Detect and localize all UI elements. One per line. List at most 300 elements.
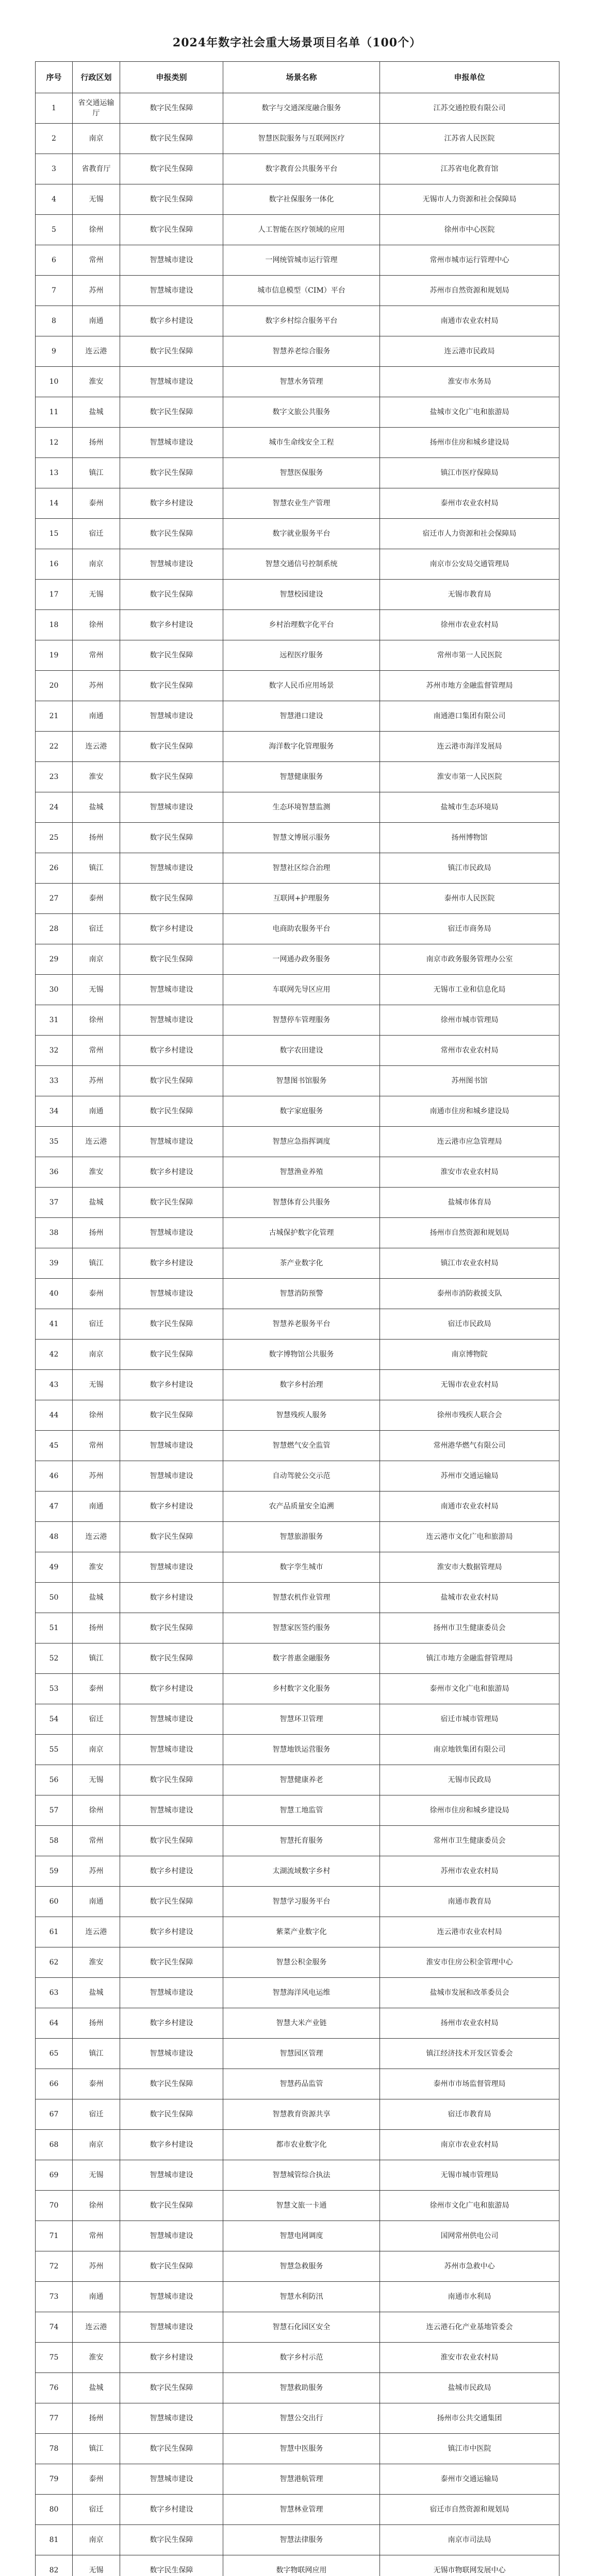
cell-org: 宿迁市民政局: [380, 1309, 559, 1340]
cell-type: 数字民生保障: [120, 944, 223, 975]
cell-name: 智慧电网调度: [223, 2221, 380, 2251]
cell-name: 智慧体育公共服务: [223, 1188, 380, 1218]
cell-area: 盐城: [73, 397, 120, 428]
cell-name: 电商助农服务平台: [223, 914, 380, 944]
cell-area: 无锡: [73, 580, 120, 610]
cell-type: 数字民生保障: [120, 2373, 223, 2403]
cell-area: 南通: [73, 1492, 120, 1522]
cell-no: 57: [36, 1795, 73, 1826]
cell-no: 11: [36, 397, 73, 428]
cell-type: 智慧城市建设: [120, 1005, 223, 1036]
cell-type: 智慧城市建设: [120, 701, 223, 732]
cell-name: 智慧消防预警: [223, 1279, 380, 1309]
cell-org: 淮安市住房公积金管理中心: [380, 1947, 559, 1978]
cell-org: 南京市政务服务管理办公室: [380, 944, 559, 975]
cell-org: 苏州市农业农村局: [380, 1856, 559, 1887]
cell-name: 智慧燃气安全监管: [223, 1431, 380, 1461]
table-row: [36, 1218, 559, 1248]
cell-type: 数字民生保障: [120, 1826, 223, 1856]
table-row: [36, 1583, 559, 1613]
cell-area: 淮安: [73, 1157, 120, 1188]
cell-name: 生态环境智慧监测: [223, 792, 380, 823]
cell-org: 扬州市自然资源和规划局: [380, 1218, 559, 1248]
cell-type: 数字民生保障: [120, 2251, 223, 2282]
table-row: [36, 2525, 559, 2555]
cell-org: 江苏交通控股有限公司: [380, 93, 559, 124]
cell-org: 苏州市地方金融监督管理局: [380, 671, 559, 701]
cell-name: 智慧城管综合执法: [223, 2160, 380, 2191]
cell-type: 数字乡村建设: [120, 1674, 223, 1704]
cell-no: 26: [36, 853, 73, 884]
cell-org: 无锡市物联网发展中心: [380, 2555, 559, 2576]
cell-org: 镇江市医疗保障局: [380, 458, 559, 488]
cell-org: 苏州市自然资源和规划局: [380, 276, 559, 306]
cell-type: 智慧城市建设: [120, 2221, 223, 2251]
cell-type: 数字乡村建设: [120, 1856, 223, 1887]
cell-area: 南通: [73, 306, 120, 336]
cell-org: 苏州市交通运输局: [380, 1461, 559, 1492]
table-row: [36, 2403, 559, 2434]
cell-name: 智慧中医服务: [223, 2434, 380, 2464]
cell-type: 数字乡村建设: [120, 2495, 223, 2525]
cell-org: 江苏省电化教育馆: [380, 154, 559, 184]
cell-org: 南通市住房和城乡建设局: [380, 1096, 559, 1127]
table-row: [36, 944, 559, 975]
cell-org: 盐城市体育局: [380, 1188, 559, 1218]
cell-area: 南通: [73, 701, 120, 732]
project-table: [35, 61, 559, 2576]
cell-no: 80: [36, 2495, 73, 2525]
cell-name: 智慧大米产业链: [223, 2008, 380, 2039]
cell-type: 智慧城市建设: [120, 975, 223, 1005]
cell-name: 智慧法律服务: [223, 2525, 380, 2555]
cell-name: 数字人民币应用场景: [223, 671, 380, 701]
table-row: [36, 1309, 559, 1340]
cell-area: 无锡: [73, 184, 120, 215]
cell-area: 淮安: [73, 1552, 120, 1583]
cell-type: 智慧城市建设: [120, 1431, 223, 1461]
cell-type: 数字民生保障: [120, 1066, 223, 1096]
cell-name: 智慧医院服务与互联网医疗: [223, 124, 380, 154]
cell-type: 数字乡村建设: [120, 1157, 223, 1188]
table-row: [36, 1978, 559, 2008]
cell-org: 连云港市农业农村局: [380, 1917, 559, 1947]
cell-type: 数字民生保障: [120, 2525, 223, 2555]
cell-no: 82: [36, 2555, 73, 2576]
cell-type: 智慧城市建设: [120, 1735, 223, 1765]
cell-type: 数字民生保障: [120, 732, 223, 762]
cell-no: 67: [36, 2099, 73, 2130]
cell-org: 扬州市住房和城乡建设局: [380, 428, 559, 458]
header-type: 申报类别: [120, 62, 223, 93]
cell-type: 智慧城市建设: [120, 792, 223, 823]
cell-no: 41: [36, 1309, 73, 1340]
cell-no: 14: [36, 488, 73, 519]
cell-area: 扬州: [73, 2008, 120, 2039]
cell-name: 数字就业服务平台: [223, 519, 380, 549]
cell-no: 32: [36, 1036, 73, 1066]
table-row: [36, 2373, 559, 2403]
cell-name: 智慧校园建设: [223, 580, 380, 610]
cell-name: 智慧农机作业管理: [223, 1583, 380, 1613]
cell-area: 连云港: [73, 1522, 120, 1552]
cell-no: 17: [36, 580, 73, 610]
cell-area: 宿迁: [73, 2495, 120, 2525]
cell-no: 78: [36, 2434, 73, 2464]
cell-org: 南京博物院: [380, 1340, 559, 1370]
cell-type: 智慧城市建设: [120, 245, 223, 276]
cell-no: 15: [36, 519, 73, 549]
cell-type: 数字民生保障: [120, 519, 223, 549]
cell-area: 南京: [73, 1340, 120, 1370]
cell-no: 42: [36, 1340, 73, 1370]
cell-no: 24: [36, 792, 73, 823]
cell-area: 苏州: [73, 671, 120, 701]
cell-no: 75: [36, 2343, 73, 2373]
table-row: [36, 124, 559, 154]
cell-org: 淮安市农业农村局: [380, 2343, 559, 2373]
cell-area: 盐城: [73, 1583, 120, 1613]
table-row: [36, 701, 559, 732]
cell-name: 乡村治理数字化平台: [223, 610, 380, 640]
cell-no: 74: [36, 2312, 73, 2343]
cell-name: 智慧地铁运营服务: [223, 1735, 380, 1765]
header-row: [36, 62, 559, 93]
cell-area: 宿迁: [73, 1704, 120, 1735]
cell-no: 28: [36, 914, 73, 944]
cell-org: 淮安市大数据管理局: [380, 1552, 559, 1583]
cell-org: 盐城市发展和改革委员会: [380, 1978, 559, 2008]
document-title: 2024年数字社会重大场景项目名单（100个）: [172, 36, 422, 49]
cell-area: 苏州: [73, 1066, 120, 1096]
cell-name: 数字博物馆公共服务: [223, 1340, 380, 1370]
cell-name: 智慧托育服务: [223, 1826, 380, 1856]
cell-no: 13: [36, 458, 73, 488]
cell-name: 智慧环卫管理: [223, 1704, 380, 1735]
cell-org: 镇江市中医院: [380, 2434, 559, 2464]
cell-name: 智慧水利防汛: [223, 2282, 380, 2312]
cell-org: 南京地铁集团有限公司: [380, 1735, 559, 1765]
cell-org: 镇江市地方金融监督管理局: [380, 1643, 559, 1674]
cell-type: 智慧城市建设: [120, 1978, 223, 2008]
cell-no: 56: [36, 1765, 73, 1795]
table-row: [36, 397, 559, 428]
cell-type: 数字民生保障: [120, 1096, 223, 1127]
cell-org: 宿迁市人力资源和社会保障局: [380, 519, 559, 549]
cell-no: 49: [36, 1552, 73, 1583]
cell-org: 徐州市农业农村局: [380, 610, 559, 640]
cell-name: 智慧水务管理: [223, 367, 380, 397]
cell-name: 智慧学习服务平台: [223, 1887, 380, 1917]
cell-org: 南通市农业农村局: [380, 1492, 559, 1522]
header-no: 序号: [36, 62, 73, 93]
table-row: [36, 367, 559, 397]
cell-area: 盐城: [73, 1188, 120, 1218]
cell-area: 连云港: [73, 732, 120, 762]
cell-name: 数字文旅公共服务: [223, 397, 380, 428]
table-row: [36, 1127, 559, 1157]
cell-type: 数字民生保障: [120, 184, 223, 215]
cell-no: 34: [36, 1096, 73, 1127]
cell-no: 63: [36, 1978, 73, 2008]
cell-no: 50: [36, 1583, 73, 1613]
cell-name: 智慧林业管理: [223, 2495, 380, 2525]
cell-area: 淮安: [73, 2343, 120, 2373]
cell-area: 淮安: [73, 1947, 120, 1978]
table-row: [36, 184, 559, 215]
cell-area: 连云港: [73, 1127, 120, 1157]
cell-org: 南京市司法局: [380, 2525, 559, 2555]
cell-area: 省交通运输厅: [73, 93, 120, 124]
cell-name: 智慧石化园区安全: [223, 2312, 380, 2343]
cell-no: 5: [36, 215, 73, 245]
cell-type: 数字民生保障: [120, 2191, 223, 2221]
cell-no: 40: [36, 1279, 73, 1309]
cell-area: 常州: [73, 1431, 120, 1461]
cell-name: 智慧药品监管: [223, 2069, 380, 2099]
cell-area: 宿迁: [73, 519, 120, 549]
cell-name: 茶产业数字化: [223, 1248, 380, 1279]
cell-type: 数字民生保障: [120, 1947, 223, 1978]
cell-name: 智慧港航管理: [223, 2464, 380, 2495]
cell-no: 33: [36, 1066, 73, 1096]
cell-area: 泰州: [73, 1279, 120, 1309]
table-row: [36, 2160, 559, 2191]
cell-name: 数字农田建设: [223, 1036, 380, 1066]
cell-no: 25: [36, 823, 73, 853]
cell-name: 智慧养老服务平台: [223, 1309, 380, 1340]
table-row: [36, 2434, 559, 2464]
table-row: [36, 488, 559, 519]
cell-name: 智慧医保服务: [223, 458, 380, 488]
cell-no: 31: [36, 1005, 73, 1036]
cell-type: 智慧城市建设: [120, 1795, 223, 1826]
table-row: [36, 428, 559, 458]
cell-org: 宿迁市商务局: [380, 914, 559, 944]
cell-type: 数字乡村建设: [120, 2008, 223, 2039]
cell-type: 数字民生保障: [120, 1309, 223, 1340]
cell-type: 数字民生保障: [120, 2099, 223, 2130]
cell-org: 国网常州供电公司: [380, 2221, 559, 2251]
cell-org: 南通港口集团有限公司: [380, 701, 559, 732]
cell-org: 无锡市农业农村局: [380, 1370, 559, 1400]
cell-area: 镇江: [73, 2434, 120, 2464]
cell-no: 52: [36, 1643, 73, 1674]
cell-org: 江苏省人民医院: [380, 124, 559, 154]
cell-area: 南京: [73, 2130, 120, 2160]
table-row: [36, 1795, 559, 1826]
table-row: [36, 762, 559, 792]
cell-no: 18: [36, 610, 73, 640]
cell-type: 数字乡村建设: [120, 1492, 223, 1522]
cell-type: 数字民生保障: [120, 2069, 223, 2099]
cell-org: 盐城市文化广电和旅游局: [380, 397, 559, 428]
table-row: [36, 1005, 559, 1036]
table-row: [36, 640, 559, 671]
cell-type: 数字民生保障: [120, 580, 223, 610]
cell-org: 泰州市市场监督管理局: [380, 2069, 559, 2099]
cell-name: 智慧救助服务: [223, 2373, 380, 2403]
table-row: [36, 975, 559, 1005]
table-row: [36, 1917, 559, 1947]
cell-area: 常州: [73, 2221, 120, 2251]
cell-area: 连云港: [73, 1917, 120, 1947]
cell-type: 数字民生保障: [120, 397, 223, 428]
table-row: [36, 610, 559, 640]
cell-type: 智慧城市建设: [120, 549, 223, 580]
cell-no: 65: [36, 2039, 73, 2069]
table-row: [36, 1522, 559, 1552]
cell-name: 智慧应急指挥调度: [223, 1127, 380, 1157]
cell-type: 智慧城市建设: [120, 2039, 223, 2069]
cell-no: 72: [36, 2251, 73, 2282]
table-row: [36, 1279, 559, 1309]
cell-org: 苏州市急救中心: [380, 2251, 559, 2282]
cell-org: 常州市卫生健康委员会: [380, 1826, 559, 1856]
table-row: [36, 2221, 559, 2251]
table-row: [36, 2555, 559, 2576]
cell-org: 南京市农业农村局: [380, 2130, 559, 2160]
cell-org: 扬州市卫生健康委员会: [380, 1613, 559, 1643]
cell-type: 数字民生保障: [120, 1522, 223, 1552]
cell-type: 数字乡村建设: [120, 914, 223, 944]
cell-no: 29: [36, 944, 73, 975]
table-row: [36, 154, 559, 184]
cell-area: 泰州: [73, 884, 120, 914]
table-row: [36, 2069, 559, 2099]
cell-no: 53: [36, 1674, 73, 1704]
cell-no: 37: [36, 1188, 73, 1218]
cell-no: 12: [36, 428, 73, 458]
cell-type: 数字民生保障: [120, 458, 223, 488]
cell-no: 16: [36, 549, 73, 580]
cell-area: 徐州: [73, 215, 120, 245]
cell-area: 宿迁: [73, 914, 120, 944]
cell-org: 扬州市公共交通集团: [380, 2403, 559, 2434]
cell-name: 智慧文旅一卡通: [223, 2191, 380, 2221]
cell-no: 38: [36, 1218, 73, 1248]
cell-name: 数字乡村综合服务平台: [223, 306, 380, 336]
cell-org: 连云港市应急管理局: [380, 1127, 559, 1157]
cell-org: 淮安市水务局: [380, 367, 559, 397]
cell-type: 数字民生保障: [120, 2555, 223, 2576]
cell-type: 数字民生保障: [120, 671, 223, 701]
table-row: [36, 732, 559, 762]
cell-no: 1: [36, 93, 73, 124]
cell-type: 数字民生保障: [120, 1765, 223, 1795]
cell-area: 扬州: [73, 823, 120, 853]
cell-name: 数字教育公共服务平台: [223, 154, 380, 184]
cell-area: 盐城: [73, 1978, 120, 2008]
table-row: [36, 1765, 559, 1795]
cell-type: 数字乡村建设: [120, 1036, 223, 1066]
cell-no: 64: [36, 2008, 73, 2039]
cell-name: 智慧交通信号控制系统: [223, 549, 380, 580]
cell-area: 无锡: [73, 1765, 120, 1795]
cell-name: 都市农业数字化: [223, 2130, 380, 2160]
table-row: [36, 2191, 559, 2221]
cell-area: 苏州: [73, 276, 120, 306]
cell-type: 数字乡村建设: [120, 488, 223, 519]
cell-org: 扬州市农业农村局: [380, 2008, 559, 2039]
table-row: [36, 1613, 559, 1643]
cell-area: 淮安: [73, 367, 120, 397]
cell-org: 无锡市民政局: [380, 1765, 559, 1795]
cell-type: 数字民生保障: [120, 1188, 223, 1218]
cell-name: 车联网先导区应用: [223, 975, 380, 1005]
cell-type: 数字民生保障: [120, 1340, 223, 1370]
cell-area: 南通: [73, 1096, 120, 1127]
cell-name: 海洋数字化管理服务: [223, 732, 380, 762]
cell-type: 智慧城市建设: [120, 853, 223, 884]
cell-type: 数字民生保障: [120, 823, 223, 853]
cell-org: 常州港华燃气有限公司: [380, 1431, 559, 1461]
cell-area: 常州: [73, 1036, 120, 1066]
header-name: 场景名称: [223, 62, 380, 93]
table-row: [36, 1400, 559, 1431]
cell-name: 城市生命线安全工程: [223, 428, 380, 458]
table-row: [36, 93, 559, 124]
table-row: [36, 276, 559, 306]
cell-area: 盐城: [73, 2373, 120, 2403]
cell-name: 太湖流域数字乡村: [223, 1856, 380, 1887]
cell-org: 泰州市农业农村局: [380, 488, 559, 519]
cell-no: 73: [36, 2282, 73, 2312]
cell-no: 61: [36, 1917, 73, 1947]
cell-no: 20: [36, 671, 73, 701]
cell-org: 无锡市教育局: [380, 580, 559, 610]
cell-area: 南通: [73, 2282, 120, 2312]
table-row: [36, 1370, 559, 1400]
cell-no: 36: [36, 1157, 73, 1188]
cell-type: 数字民生保障: [120, 2434, 223, 2464]
cell-no: 69: [36, 2160, 73, 2191]
cell-area: 常州: [73, 640, 120, 671]
cell-org: 连云港市海洋发展局: [380, 732, 559, 762]
cell-type: 数字民生保障: [120, 1613, 223, 1643]
cell-name: 数字家庭服务: [223, 1096, 380, 1127]
table-header: [36, 62, 559, 93]
table-row: [36, 2099, 559, 2130]
table-row: [36, 2251, 559, 2282]
cell-name: 智慧图书馆服务: [223, 1066, 380, 1096]
cell-name: 智慧养老综合服务: [223, 336, 380, 367]
cell-type: 数字乡村建设: [120, 1370, 223, 1400]
cell-type: 数字民生保障: [120, 154, 223, 184]
cell-org: 常州市农业农村局: [380, 1036, 559, 1066]
cell-org: 宿迁市城市管理局: [380, 1704, 559, 1735]
cell-area: 省教育厅: [73, 154, 120, 184]
cell-area: 无锡: [73, 2160, 120, 2191]
cell-name: 古城保护数字化管理: [223, 1218, 380, 1248]
cell-no: 4: [36, 184, 73, 215]
cell-type: 数字乡村建设: [120, 610, 223, 640]
cell-name: 智慧渔业养殖: [223, 1157, 380, 1188]
cell-no: 30: [36, 975, 73, 1005]
cell-no: 79: [36, 2464, 73, 2495]
table-row: [36, 2130, 559, 2160]
cell-no: 68: [36, 2130, 73, 2160]
cell-type: 智慧城市建设: [120, 2403, 223, 2434]
cell-type: 智慧城市建设: [120, 2312, 223, 2343]
cell-no: 47: [36, 1492, 73, 1522]
cell-name: 智慧农业生产管理: [223, 488, 380, 519]
cell-type: 数字民生保障: [120, 884, 223, 914]
table-row: [36, 1735, 559, 1765]
table-row: [36, 1036, 559, 1066]
cell-type: 智慧城市建设: [120, 367, 223, 397]
cell-org: 徐州市城市管理局: [380, 1005, 559, 1036]
